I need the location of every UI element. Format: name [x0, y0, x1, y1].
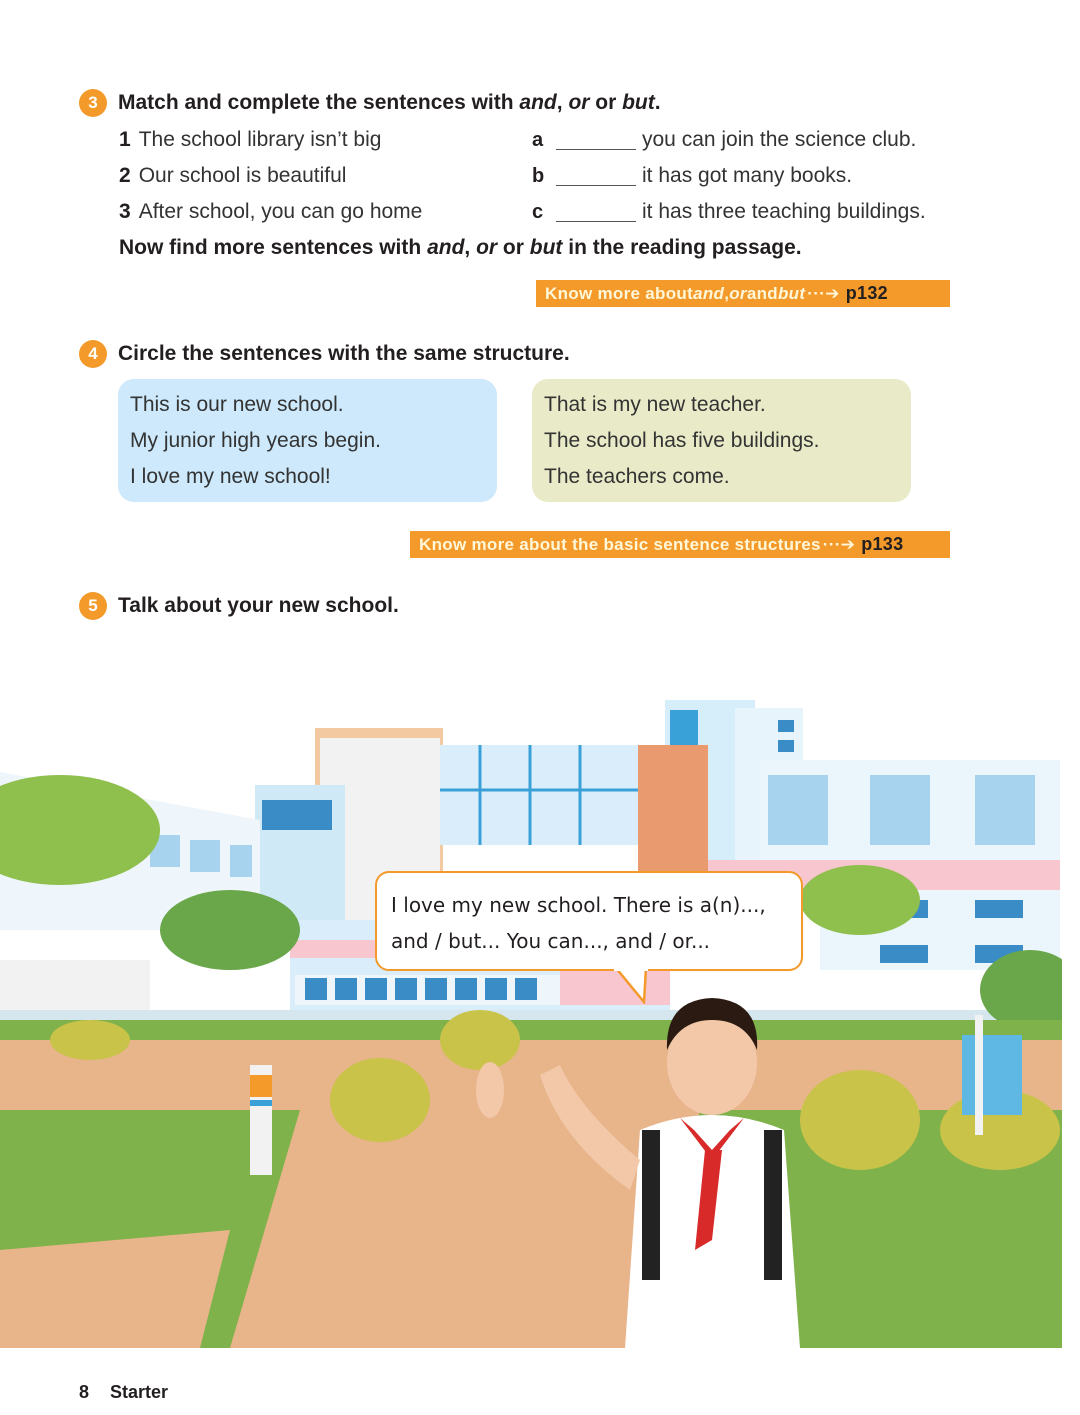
answer-blank-b[interactable] [556, 185, 636, 186]
exercise-number-badge: 4 [79, 340, 107, 368]
option-letter-b: b [532, 165, 545, 187]
box-sentence[interactable]: That is my new teacher. [544, 393, 766, 416]
sentence-start-2: 2 Our school is beautiful [119, 164, 347, 187]
answer-blank-a[interactable] [556, 149, 636, 150]
sentence-start-3: 3 After school, you can go home [119, 200, 423, 223]
exercise-4-heading [79, 340, 570, 368]
arrow-icon: ···➔ [807, 283, 840, 303]
box-sentence[interactable]: The school has five buildings. [544, 429, 820, 452]
page-ref: p132 [845, 283, 888, 303]
sentence-box-blue [118, 379, 497, 502]
box-sentence[interactable]: My junior high years begin. [130, 429, 381, 452]
page-number: 8 [79, 1382, 90, 1402]
speech-bubble [375, 871, 803, 971]
school-scene-graphic [0, 690, 1062, 1348]
answer-blank-c[interactable] [556, 221, 636, 222]
exercise-5-heading [79, 592, 399, 620]
sentence-end-a: you can join the science club. [642, 128, 917, 151]
know-more-sentence-structures-link[interactable]: Know more about the basic sentence structures ···➔ p133 [410, 531, 950, 558]
box-sentence[interactable]: This is our new school. [130, 393, 344, 416]
option-letter-a: a [532, 129, 544, 151]
exercise-number-badge: 5 [79, 592, 107, 620]
exercise-5-title: Talk about your new school. [118, 594, 399, 617]
bubble-line-2: and / but... You can..., and / or... [391, 929, 711, 953]
exercise-3-heading [79, 89, 661, 117]
box-sentence[interactable]: The teachers come. [544, 465, 730, 488]
sentence-box-green [532, 379, 911, 502]
know-more-and-or-but-link[interactable]: Know more about and , or and but ···➔ p132 [536, 280, 950, 307]
unit-name: Starter [110, 1382, 169, 1402]
box-sentence[interactable]: I love my new school! [130, 465, 331, 488]
page-ref: p133 [861, 534, 904, 554]
sentence-start-1: 1 The school library isn’t big [119, 128, 382, 151]
bubble-line-1: I love my new school. There is a(n)..., [391, 893, 766, 917]
speech-bubble-tail [610, 968, 650, 1004]
school-illustration [0, 690, 1062, 1348]
exercise-3-title: Match and complete the sentences with and, or or but. [118, 91, 661, 114]
option-letter-c: c [532, 201, 544, 223]
sentence-end-c: it has three teaching buildings. [642, 200, 926, 223]
exercise-3-extension: Now find more sentences with and, or or but in the reading passage. [119, 236, 802, 259]
exercise-number-badge: 3 [79, 89, 107, 117]
sentence-end-b: it has got many books. [642, 164, 853, 187]
exercise-4-title: Circle the sentences with the same structure. [118, 342, 570, 365]
arrow-icon: ···➔ [822, 534, 856, 554]
